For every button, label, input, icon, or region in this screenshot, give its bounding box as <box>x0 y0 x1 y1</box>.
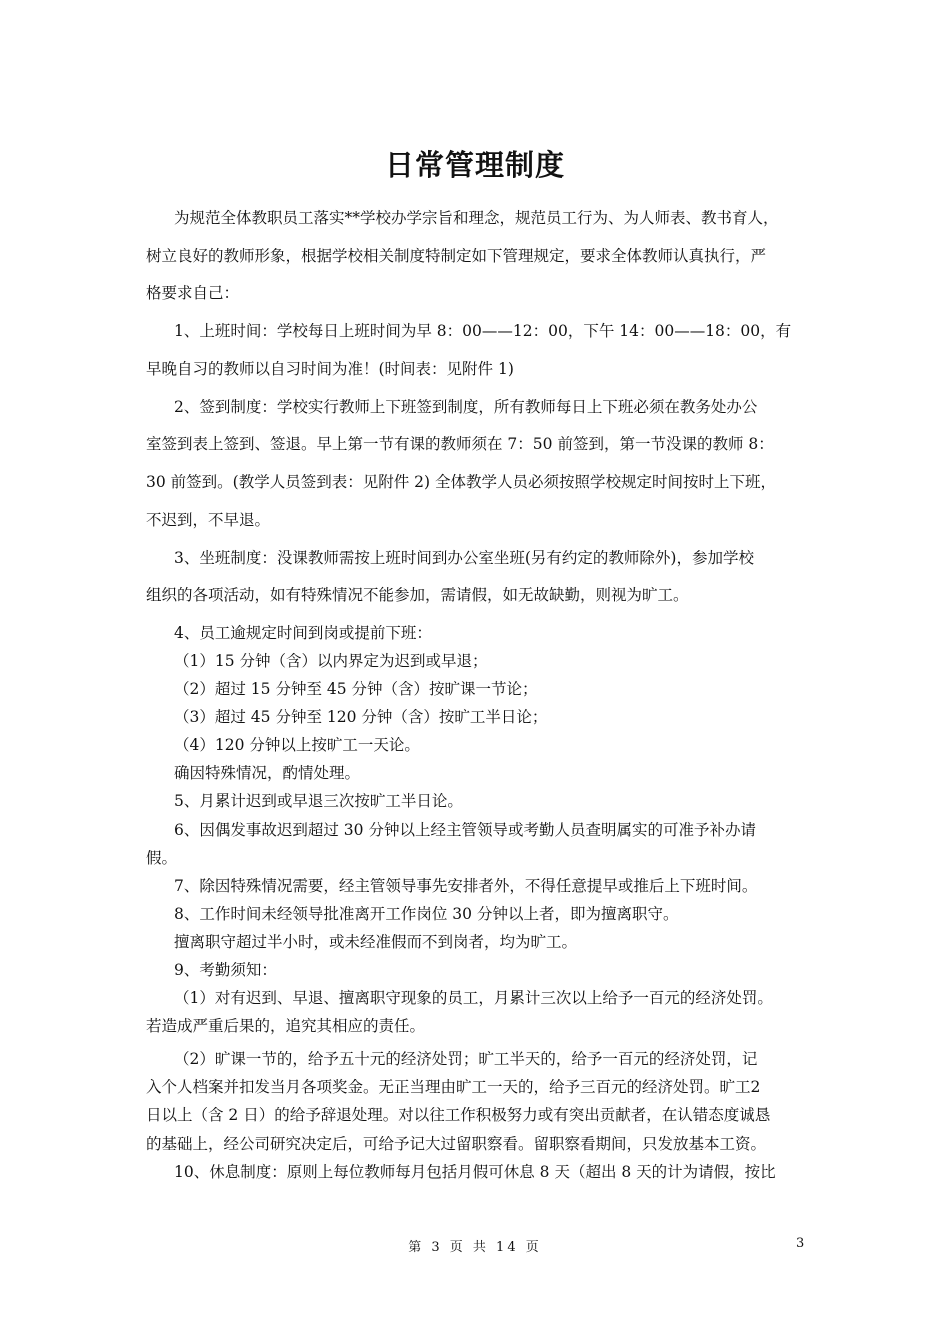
text-line: 格要求自己： <box>146 284 240 302</box>
text-line: 早晚自习的教师以自习时间为准！(时间表：见附件 1) <box>146 360 514 378</box>
text-line: 为规范全体教职员工落实**学校办学宗旨和理念，规范员工行为、为人师表、教书育人， <box>174 209 779 227</box>
page-number: 3 <box>796 1236 805 1251</box>
text-line: 9、考勤须知： <box>174 961 277 979</box>
page-title: 日常管理制度 <box>384 148 565 182</box>
text-line: （2）超过 15 分钟至 45 分钟（含）按旷课一节论； <box>174 680 538 698</box>
text-line: 日以上（含 2 日）的给予辞退处理。对以往工作积极努力或有突出贡献者，在认错态度诚恳 <box>146 1106 771 1124</box>
text-line: 10、休息制度：原则上每位教师每月包括月假可休息 8 天（超出 8 天的计为请假，按比 <box>174 1163 776 1181</box>
text-line: 5、月累计迟到或早退三次按旷工半日论。 <box>174 792 463 810</box>
text-line: 组织的各项活动，如有特殊情况不能参加，需请假，如无故缺勤，则视为旷工。 <box>146 586 689 604</box>
text-line: 不迟到，不早退。 <box>146 511 271 529</box>
text-line: 7、除因特殊情况需要，经主管领导事先安排者外，不得任意提早或推后上下班时间。 <box>174 877 758 895</box>
text-line: 30 前签到。(教学人员签到表：见附件 2) 全体教学人员必须按照学校规定时间按时上下班， <box>146 473 776 491</box>
text-line: 2、签到制度：学校实行教师上下班签到制度，所有教师每日上下班必须在教务处办公 <box>174 398 758 416</box>
text-line: （2）旷课一节的，给予五十元的经济处罚；旷工半天的，给予一百元的经济处罚，记 <box>174 1050 758 1068</box>
text-line: 确因特殊情况，酌情处理。 <box>174 764 361 782</box>
text-line: （1）15 分钟（含）以内界定为迟到或早退； <box>174 652 488 670</box>
page-footer-label: 第 3 页 共 14 页 <box>408 1240 542 1255</box>
text-line: 6、因偶发事故迟到超过 30 分钟以上经主管领导或考勤人员查明属实的可准予补办请 <box>174 821 756 839</box>
text-line: （3）超过 45 分钟至 120 分钟（含）按旷工半日论； <box>174 708 548 726</box>
text-line: 树立良好的教师形象，根据学校相关制度特制定如下管理规定，要求全体教师认真执行，严 <box>146 247 767 265</box>
text-line: （1）对有迟到、早退、擅离职守现象的员工，月累计三次以上给予一百元的经济处罚。 <box>174 989 773 1007</box>
text-line: 擅离职守超过半小时，或未经准假而不到岗者，均为旷工。 <box>174 933 578 951</box>
text-line: 室签到表上签到、签退。早上第一节有课的教师须在 7：50 前签到，第一节没课的教师 8： <box>146 435 774 453</box>
text-line: 的基础上，经公司研究决定后，可给予记大过留职察看。留职察看期间，只发放基本工资。 <box>146 1135 767 1153</box>
text-line: 1、上班时间：学校每日上班时间为早 8：00——12：00，下午 14：00——18：00，有 <box>174 322 792 340</box>
text-line: 入个人档案并扣发当月各项奖金。无正当理由旷工一天的，给予三百元的经济处罚。旷工2 <box>146 1078 761 1096</box>
text-line: 若造成严重后果的，追究其相应的责任。 <box>146 1017 426 1035</box>
text-line: 3、坐班制度：没课教师需按上班时间到办公室坐班(另有约定的教师除外)，参加学校 <box>174 549 754 567</box>
text-line: （4）120 分钟以上按旷工一天论。 <box>174 736 420 754</box>
text-line: 4、员工逾规定时间到岗或提前下班： <box>174 624 432 642</box>
text-line: 8、工作时间未经领导批准离开工作岗位 30 分钟以上者，即为擅离职守。 <box>174 905 679 923</box>
text-line: 假。 <box>146 849 178 867</box>
